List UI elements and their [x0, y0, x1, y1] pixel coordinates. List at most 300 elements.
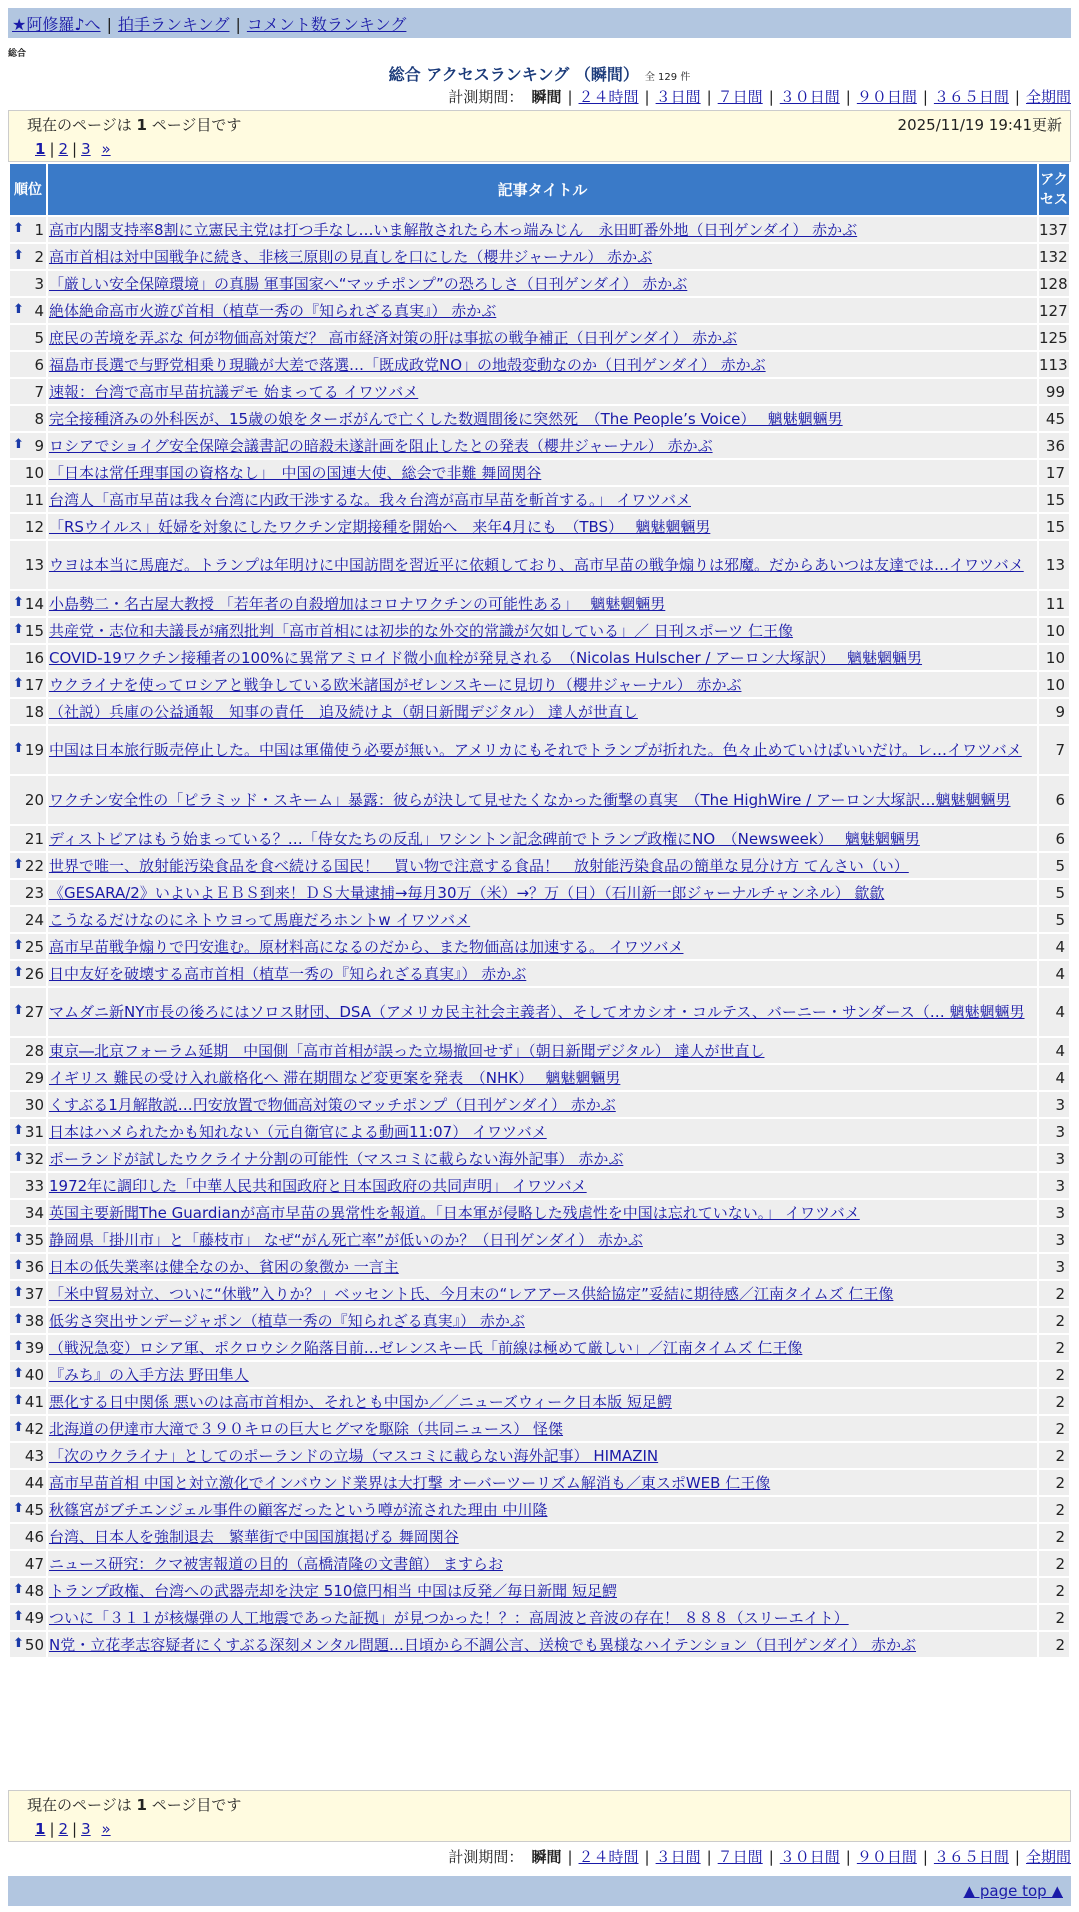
- table-row: [10, 1200, 1069, 1225]
- title-cell: [48, 352, 1037, 377]
- table-row: [10, 1254, 1069, 1279]
- rank-number: 5: [34, 328, 44, 347]
- rank-cell: [10, 1551, 46, 1576]
- rank-up-arrow-icon: ⬆: [13, 675, 24, 691]
- article-title-link[interactable]: N党・立花孝志容疑者にくすぶる深刻メンタル問題…日頃から不調公言、送検でも異様なハイテンション（日刊ゲンダイ） 赤かぶ: [49, 1635, 917, 1654]
- rank-up-arrow-icon: ⬆: [13, 1003, 24, 1018]
- rank-cell: [10, 1389, 46, 1414]
- access-count: 128: [1039, 271, 1069, 296]
- rank-number: 23: [24, 883, 44, 902]
- article-title-link[interactable]: ウヨは本当に馬鹿だ。トランプは年明けに中国訪問を習近平に依頼しており、高市早苗の戦争煽りは邪魔。だからあいつは友達では…イワツバメ: [49, 556, 1024, 574]
- article-title-link[interactable]: 小島勢二・名古屋大教授 「若年者の自殺増加はコロナワクチンの可能性ある」 魑魅魍魎男: [49, 594, 666, 613]
- rank-number: 40: [24, 1365, 44, 1384]
- page-info-top: [8, 110, 1071, 162]
- article-title-link[interactable]: 北海道の伊達市大滝で３９０キロの巨大ヒグマを駆除（共同ニュース） 怪傑: [49, 1419, 564, 1438]
- header-access: アクセス: [1039, 164, 1069, 215]
- access-count: 2: [1039, 1578, 1069, 1603]
- rank-up-arrow-icon: ⬆: [13, 594, 24, 610]
- access-count: 2: [1039, 1362, 1069, 1387]
- table-row: [10, 1497, 1069, 1522]
- rank-up-arrow-icon: ⬆: [13, 1392, 24, 1408]
- pager-page-link[interactable]: 3: [81, 1820, 91, 1838]
- table-row: [10, 1470, 1069, 1495]
- rank-number: 10: [24, 463, 44, 482]
- ranking-body: [10, 217, 1069, 1657]
- rank-cell: [10, 645, 46, 670]
- access-count: 6: [1039, 776, 1069, 824]
- table-row: [10, 244, 1069, 269]
- rank-cell: [10, 514, 46, 539]
- rank-cell: [10, 776, 46, 824]
- title-cell: [48, 726, 1037, 774]
- rank-number: 11: [24, 490, 44, 509]
- rank-cell: [10, 1227, 46, 1252]
- rank-cell: [10, 1254, 46, 1279]
- rank-number: 15: [24, 621, 44, 640]
- table-row: [10, 460, 1069, 485]
- rank-cell: [10, 699, 46, 724]
- rank-cell: [10, 961, 46, 986]
- title-cell: [48, 880, 1037, 905]
- access-count: 15: [1039, 487, 1069, 512]
- article-title-link[interactable]: ポーランドが試したウクライナ分割の可能性（マスコミに載らない海外記事） 赤かぶ: [49, 1149, 624, 1168]
- table-row: [10, 1092, 1069, 1117]
- rank-cell: [10, 1524, 46, 1549]
- article-title-link[interactable]: 台湾人「高市早苗は我々台湾に内政干渉するな。我々台湾が高市早苗を斬首する。」 イワツバメ: [49, 490, 691, 509]
- table-row: [10, 988, 1069, 1036]
- rank-up-arrow-icon: ⬆: [13, 1149, 24, 1165]
- article-title-link[interactable]: 日本はハメられたかも知れない（元自衛官による動画11:07） イワツバメ: [49, 1122, 547, 1141]
- rank-cell: [10, 379, 46, 404]
- access-count: 9: [1039, 699, 1069, 724]
- period-separator: |: [768, 1848, 774, 1866]
- period-label: 計測期間：: [448, 88, 524, 106]
- access-count: 113: [1039, 352, 1069, 377]
- rank-cell: [10, 1065, 46, 1090]
- article-title-link[interactable]: 日中友好を破壊する高市首相（植草一秀の『知られざる真実』） 赤かぶ: [49, 964, 527, 983]
- rank-cell: [10, 988, 46, 1036]
- title-cell: [48, 1119, 1037, 1144]
- period-link[interactable]: ３０日間: [779, 88, 840, 106]
- title-cell: [48, 1254, 1037, 1279]
- title-cell: [48, 325, 1037, 350]
- access-count: 5: [1039, 853, 1069, 878]
- rank-cell: [10, 1173, 46, 1198]
- rank-number: 26: [24, 964, 44, 983]
- access-count: 7: [1039, 726, 1069, 774]
- rank-cell: [10, 1470, 46, 1495]
- rank-cell: [10, 325, 46, 350]
- period-current: 瞬間: [531, 1848, 562, 1866]
- current-page-number: 1: [136, 116, 147, 134]
- rank-number: 34: [24, 1203, 44, 1222]
- access-count: 2: [1039, 1416, 1069, 1441]
- rank-up-arrow-icon: ⬆: [13, 436, 24, 452]
- title-cell: [48, 271, 1037, 296]
- rank-number: 46: [24, 1527, 44, 1546]
- title-cell: [48, 1173, 1037, 1198]
- rank-up-arrow-icon: ⬆: [13, 1581, 24, 1597]
- access-count: 2: [1039, 1524, 1069, 1549]
- rank-number: 4: [34, 301, 44, 320]
- title-cell: [48, 1389, 1037, 1414]
- table-row: [10, 1605, 1069, 1630]
- rank-cell: [10, 672, 46, 697]
- header-title: 記事タイトル: [48, 164, 1037, 215]
- article-title-link[interactable]: 『みち』の入手方法 野田隼人: [49, 1365, 249, 1384]
- table-row: [10, 1443, 1069, 1468]
- rank-number: 6: [34, 355, 44, 374]
- article-title-link[interactable]: くすぶる1月解散説…円安放置で物価高対策のマッチポンプ（日刊ゲンダイ） 赤かぶ: [49, 1095, 616, 1114]
- rank-cell: [10, 1416, 46, 1441]
- article-title-link[interactable]: 共産党・志位和夫議長が痛烈批判「高市首相には初歩的な外交的常識が欠如している」／ 日刊スポーツ 仁王像: [49, 621, 793, 640]
- title-cell: [48, 1524, 1037, 1549]
- pager-page-link[interactable]: 2: [58, 1820, 69, 1838]
- rank-cell: [10, 433, 46, 458]
- article-title-link[interactable]: 庶民の苦境を弄ぶな 何が物価高対策だ？ 高市経済対策の肝は事拡の戦争補正（日刊ゲンダイ） 赤かぶ: [49, 328, 738, 347]
- period-link[interactable]: 全期間: [1025, 88, 1071, 106]
- pager-next-link[interactable]: »: [101, 1820, 111, 1838]
- article-title-link[interactable]: 東京―北京フォーラム延期 中国側「高市首相が誤った立場撤回せず」（朝日新聞デジタル） 達人が世直し: [49, 1041, 765, 1060]
- rank-cell: [10, 1038, 46, 1063]
- current-page-prefix: 現在のページは: [27, 1796, 132, 1814]
- article-title-link[interactable]: 日本の低失業率は健全なのか、貧困の象徴か 一言主: [49, 1257, 399, 1276]
- rank-number: 21: [24, 829, 44, 848]
- period-link[interactable]: ７日間: [717, 88, 763, 106]
- access-count: 10: [1039, 618, 1069, 643]
- rank-number: 43: [24, 1446, 44, 1465]
- rank-number: 16: [24, 648, 44, 667]
- period-link[interactable]: ３６５日間: [933, 88, 1009, 106]
- title-cell: [48, 433, 1037, 458]
- access-count: 4: [1039, 1065, 1069, 1090]
- pager-next-link[interactable]: »: [101, 140, 111, 158]
- title-cell: [48, 460, 1037, 485]
- current-page-suffix: ページ目です: [151, 1796, 242, 1814]
- table-row: [10, 298, 1069, 323]
- article-title-link[interactable]: 悪化する日中関係 悪いのは高市首相か、それとも中国か／／ニューズウィーク日本版 短足鰐: [49, 1392, 672, 1411]
- rank-cell: [10, 591, 46, 616]
- title-cell: [48, 244, 1037, 269]
- access-count: 45: [1039, 406, 1069, 431]
- period-link[interactable]: 全期間: [1025, 1848, 1071, 1866]
- rank-number: 33: [24, 1176, 44, 1195]
- rank-number: 13: [24, 556, 44, 574]
- period-link[interactable]: ９０日間: [856, 1848, 917, 1866]
- rank-number: 37: [24, 1284, 44, 1303]
- article-title-link[interactable]: ロシアでショイグ安全保障会議書記の暗殺未遂計画を阻止したとの発表（櫻井ジャーナル） 赤かぶ: [49, 436, 713, 455]
- rank-number: 39: [24, 1338, 44, 1357]
- rank-number: 31: [24, 1122, 44, 1141]
- article-title-link[interactable]: ワクチン安全性の「ピラミッド・スキーム」暴露：彼らが決して見せたくなかった衝撃の真実 （The HighWire / アーロン大塚訳…魑魅魍魎男: [49, 791, 1011, 809]
- article-title-link[interactable]: こうなるだけなのにネトウヨって馬鹿だろホントw イワツバメ: [49, 910, 471, 929]
- current-page-suffix: ページ目です: [151, 116, 242, 134]
- table-header-row: [10, 164, 1069, 215]
- rank-number: 8: [34, 409, 44, 428]
- period-link[interactable]: ３日間: [655, 88, 701, 106]
- article-title-link[interactable]: COVID-19ワクチン接種者の100%に異常アミロイド微小血栓が発見される （Nicolas Hulscher / アーロン大塚訳） 魑魅魍魎男: [49, 648, 923, 667]
- title-cell: [48, 776, 1037, 824]
- table-row: [10, 1632, 1069, 1657]
- table-row: [10, 1524, 1069, 1549]
- rank-number: 29: [24, 1068, 44, 1087]
- title-cell: [48, 1092, 1037, 1117]
- nav-applause-ranking-link[interactable]: 拍手ランキング: [117, 15, 230, 34]
- table-row: [10, 726, 1069, 774]
- rank-number: 42: [24, 1419, 44, 1438]
- rank-cell: [10, 853, 46, 878]
- pager-page-link[interactable]: 3: [81, 140, 91, 158]
- nav-home-link[interactable]: ★阿修羅♪へ: [12, 15, 101, 34]
- page-title-block: [0, 62, 1079, 85]
- table-row: [10, 217, 1069, 242]
- rank-number: 12: [24, 517, 44, 536]
- ranking-table: [8, 162, 1071, 1659]
- rank-up-arrow-icon: ⬆: [13, 1122, 24, 1138]
- period-separator: |: [644, 88, 650, 106]
- rank-up-arrow-icon: ⬆: [13, 1284, 24, 1300]
- access-count: 3: [1039, 1092, 1069, 1117]
- pager-current-page[interactable]: 1: [35, 140, 46, 158]
- article-title-link[interactable]: 速報：台湾で高市早苗抗議デモ 始まってる イワツバメ: [49, 382, 419, 401]
- rank-cell: [10, 907, 46, 932]
- title-cell: [48, 826, 1037, 851]
- table-row: [10, 1362, 1069, 1387]
- article-title-link[interactable]: 中国は日本旅行販売停止した。中国は軍備使う必要が無い。アメリカにもそれでトランプが折れた。色々止めていけばいいだけ。レ…イワツバメ: [49, 741, 1022, 759]
- article-title-link[interactable]: 1972年に調印した「中華人民共和国政府と日本国政府の共同声明」 イワツバメ: [49, 1176, 587, 1195]
- title-cell: [48, 217, 1037, 242]
- period-selector-top: [448, 86, 1071, 107]
- article-title-link[interactable]: ディストピアはもう始まっている？…「侍女たちの反乱」ワシントン記念碑前でトランプ政権にNO （Newsweek） 魑魅魍魎男: [49, 829, 920, 848]
- rank-number: 7: [34, 382, 44, 401]
- table-row: [10, 907, 1069, 932]
- article-title-link[interactable]: ウクライナを使ってロシアと戦争している欧米諸国がゼレンスキーに見切り（櫻井ジャーナル） 赤かぶ: [49, 675, 742, 694]
- article-title-link[interactable]: 静岡県「掛川市」と「藤枝市」 なぜ“がん死亡率”が低いのか？（日刊ゲンダイ） 赤かぶ: [49, 1230, 643, 1249]
- article-title-link[interactable]: イギリス 難民の受け入れ厳格化へ 滞在期間など変更案を発表 （NHK） 魑魅魍魎男: [49, 1068, 621, 1087]
- article-title-link[interactable]: 世界で唯一、放射能汚染食品を食べ続ける国民！ 買い物で注意する食品！ 放射能汚染食品の簡単な見分け方 てんさい（い）: [49, 856, 909, 875]
- period-link[interactable]: ２４時間: [578, 88, 639, 106]
- pager-current-page[interactable]: 1: [35, 1820, 46, 1838]
- title-cell: [48, 1335, 1037, 1360]
- rank-cell: [10, 1335, 46, 1360]
- article-title-link[interactable]: 高市内閣支持率8割に立憲民主党は打つ手なし…いま解散されたら木っ端みじん 永田町番外地（日刊ゲンダイ） 赤かぶ: [49, 220, 858, 239]
- table-row: [10, 1173, 1069, 1198]
- article-title-link[interactable]: 絶体絶命高市火遊び首相（植草一秀の『知られざる真実』） 赤かぶ: [49, 301, 497, 320]
- rank-cell: [10, 1605, 46, 1630]
- access-count: 13: [1039, 541, 1069, 589]
- rank-cell: [10, 1578, 46, 1603]
- article-title-link[interactable]: 「RSウイルス」妊婦を対象にしたワクチン定期接種を開始へ 来年4月にも （TBS） 魑魅魍魎男: [49, 517, 711, 536]
- article-title-link[interactable]: マムダニ新NY市長の後ろにはソロス財団、DSA（アメリカ民主社会主義者）、そしてオカシオ・コルテス、バーニー・サンダース（… 魑魅魍魎男: [49, 1003, 1025, 1021]
- title-cell: [48, 1470, 1037, 1495]
- article-title-link[interactable]: 「米中貿易対立、ついに“休戦”入りか？」ベッセント氏、今月末の“レアアース供給協定”妥結に期待感／江南タイムズ 仁王像: [49, 1284, 894, 1303]
- article-title-link[interactable]: 高市早苗首相 中国と対立激化でインバウンド業界は大打撃 オーバーツーリズム解消も／東スポWEB 仁王像: [49, 1473, 771, 1492]
- rank-cell: [10, 487, 46, 512]
- rank-up-arrow-icon: ⬆: [13, 301, 24, 317]
- table-row: [10, 1389, 1069, 1414]
- rank-cell: [10, 1497, 46, 1522]
- period-separator: |: [845, 88, 851, 106]
- article-title-link[interactable]: 「厳しい安全保障環境」の真腸 軍事国家へ“マッチポンプ”の恐ろしさ（日刊ゲンダイ） 赤かぶ: [49, 274, 688, 293]
- rank-number: 48: [24, 1581, 44, 1600]
- period-separator: |: [1014, 1848, 1020, 1866]
- rank-cell: [10, 1119, 46, 1144]
- article-title-link[interactable]: （戦況急変）ロシア軍、ポクロウシク陥落目前…ゼレンスキー氏「前線は極めて厳しい」／江南タイムズ 仁王像: [49, 1338, 803, 1357]
- access-count: 2: [1039, 1551, 1069, 1576]
- rank-number: 14: [24, 594, 44, 613]
- table-row: [10, 1038, 1069, 1063]
- table-row: [10, 1551, 1069, 1576]
- rank-up-arrow-icon: ⬆: [13, 247, 24, 263]
- rank-number: 19: [24, 741, 44, 759]
- article-title-link[interactable]: トランプ政権、台湾への武器売却を決定 510億円相当 中国は反発／毎日新聞 短足鰐: [49, 1581, 617, 1600]
- rank-number: 36: [24, 1257, 44, 1276]
- rank-number: 25: [24, 937, 44, 956]
- page-info-bottom: [8, 1790, 1071, 1842]
- current-page-number: 1: [136, 1796, 147, 1814]
- rank-cell: [10, 217, 46, 242]
- rank-up-arrow-icon: ⬆: [13, 1257, 24, 1273]
- rank-up-arrow-icon: ⬆: [13, 220, 24, 236]
- title-cell: [48, 1227, 1037, 1252]
- pager-page-link[interactable]: 2: [58, 140, 69, 158]
- header-rank: 順位: [10, 164, 46, 215]
- article-title-link[interactable]: 「日本は常任理事国の資格なし」 中国の国連大使、総会で非難 舞岡関谷: [49, 463, 542, 482]
- table-row: [10, 1308, 1069, 1333]
- page-title: 総合 アクセスランキング （瞬間）: [388, 65, 639, 84]
- rank-up-arrow-icon: ⬆: [13, 1500, 24, 1516]
- title-cell: [48, 1200, 1037, 1225]
- access-count: 10: [1039, 645, 1069, 670]
- period-link[interactable]: ９０日間: [856, 88, 917, 106]
- rank-number: 35: [24, 1230, 44, 1249]
- title-cell: [48, 298, 1037, 323]
- table-row: [10, 379, 1069, 404]
- title-cell: [48, 487, 1037, 512]
- article-title-link[interactable]: 高市早苗戦争煽りで円安進む。原材料高になるのだから、また物価高は加速する。 イワツバメ: [49, 937, 684, 956]
- table-row: [10, 591, 1069, 616]
- rank-cell: [10, 1281, 46, 1306]
- access-count: 2: [1039, 1632, 1069, 1657]
- pager: [27, 137, 1062, 161]
- rank-number: 50: [24, 1635, 44, 1654]
- total-count: 全 129 件: [644, 72, 691, 83]
- rank-number: 44: [24, 1473, 44, 1492]
- table-row: [10, 487, 1069, 512]
- access-count: 11: [1039, 591, 1069, 616]
- title-cell: [48, 1497, 1037, 1522]
- period-link[interactable]: ２４時間: [578, 1848, 639, 1866]
- rank-number: 18: [24, 702, 44, 721]
- table-row: [10, 961, 1069, 986]
- title-cell: [48, 1281, 1037, 1306]
- rank-up-arrow-icon: ⬆: [13, 856, 24, 872]
- page-top-link[interactable]: ▲ page top ▲: [963, 1882, 1063, 1900]
- period-link[interactable]: ７日間: [717, 1848, 763, 1866]
- article-title-link[interactable]: 低劣さ突出サンデージャポン（植草一秀の『知られざる真実』） 赤かぶ: [49, 1311, 525, 1330]
- top-nav: [8, 8, 1071, 38]
- article-title-link[interactable]: 英国主要新聞The Guardianが高市早苗の異常性を報道。「日本軍が侵略した残虐性を中国は忘れていない。」 イワツバメ: [49, 1203, 860, 1222]
- article-title-link[interactable]: 台湾、日本人を強制退去 繁華街で中国国旗掲げる 舞岡関谷: [49, 1527, 459, 1546]
- table-row: [10, 880, 1069, 905]
- access-count: 6: [1039, 826, 1069, 851]
- access-count: 3: [1039, 1173, 1069, 1198]
- access-count: 3: [1039, 1200, 1069, 1225]
- title-cell: [48, 1605, 1037, 1630]
- rank-cell: [10, 244, 46, 269]
- title-cell: [48, 1551, 1037, 1576]
- period-selector-bottom: [448, 1846, 1071, 1867]
- access-count: 5: [1039, 907, 1069, 932]
- access-count: 2: [1039, 1605, 1069, 1630]
- access-count: 4: [1039, 988, 1069, 1036]
- rank-number: 47: [24, 1554, 44, 1573]
- access-count: 132: [1039, 244, 1069, 269]
- table-row: [10, 433, 1069, 458]
- period-separator: |: [845, 1848, 851, 1866]
- period-link[interactable]: ３日間: [655, 1848, 701, 1866]
- period-label: 計測期間：: [448, 1848, 524, 1866]
- title-cell: [48, 1146, 1037, 1171]
- period-link[interactable]: ３６５日間: [933, 1848, 1009, 1866]
- rank-up-arrow-icon: ⬆: [13, 964, 24, 980]
- article-title-link[interactable]: 「次のウクライナ」としてのポーランドの立場（マスコミに載らない海外記事） HIMAZIN: [49, 1446, 659, 1465]
- table-row: [10, 1065, 1069, 1090]
- table-row: [10, 699, 1069, 724]
- table-row: [10, 541, 1069, 589]
- article-title-link[interactable]: ニュース研究：クマ被害報道の目的（高橋清隆の文書館） ますらお: [49, 1554, 504, 1573]
- title-cell: [48, 1038, 1037, 1063]
- article-title-link[interactable]: （社説）兵庫の公益通報 知事の責任 追及続けよ（朝日新聞デジタル） 達人が世直し: [49, 702, 638, 721]
- rank-cell: [10, 460, 46, 485]
- title-cell: [48, 672, 1037, 697]
- title-cell: [48, 379, 1037, 404]
- period-separator: |: [768, 88, 774, 106]
- title-cell: [48, 1443, 1037, 1468]
- article-title-link[interactable]: 福島市長選で与野党相乗り現職が大差で落選…「既成政党NO」の地殻変動なのか（日刊ゲンダイ） 赤かぶ: [49, 355, 766, 374]
- rank-number: 22: [24, 856, 44, 875]
- period-link[interactable]: ３０日間: [779, 1848, 840, 1866]
- table-row: [10, 325, 1069, 350]
- rank-up-arrow-icon: ⬆: [13, 741, 24, 756]
- article-title-link[interactable]: ついに「３１１が核爆弾の人工地震であった証拠」が見つかった！？：高周波と音波の存在！ ８８８（スリーエイト）: [49, 1608, 849, 1627]
- title-cell: [48, 1578, 1037, 1603]
- article-title-link[interactable]: 完全接種済みの外科医が、15歳の娘をターボがんで亡くした数週間後に突然死 （The People’s Voice） 魑魅魍魎男: [49, 409, 843, 428]
- table-row: [10, 672, 1069, 697]
- rank-up-arrow-icon: ⬆: [13, 1311, 24, 1327]
- access-count: 99: [1039, 379, 1069, 404]
- rank-number: 41: [24, 1392, 44, 1411]
- rank-cell: [10, 541, 46, 589]
- title-cell: [48, 1632, 1037, 1657]
- article-title-link[interactable]: 秋篠宮がブチエンジェル事件の顧客だったという噂が流された理由 中川隆: [49, 1500, 548, 1519]
- table-row: [10, 271, 1069, 296]
- rank-cell: [10, 1443, 46, 1468]
- access-count: 3: [1039, 1119, 1069, 1144]
- page-status-row: [27, 113, 1062, 137]
- rank-up-arrow-icon: ⬆: [13, 937, 24, 953]
- rank-up-arrow-icon: ⬆: [13, 1338, 24, 1354]
- article-title-link[interactable]: 《GESARA/2》いよいよＥＢＳ到来！ＤＳ大量逮捕→毎月30万（米）→？万（日）（石川新一郎ジャーナルチャンネル） 歙歙: [49, 883, 885, 902]
- rank-number: 30: [24, 1095, 44, 1114]
- rank-up-arrow-icon: ⬆: [13, 621, 24, 637]
- access-count: 2: [1039, 1281, 1069, 1306]
- article-title-link[interactable]: 高市首相は対中国戦争に続き、非核三原則の見直しを口にした（櫻井ジャーナル） 赤かぶ: [49, 247, 653, 266]
- nav-comment-ranking-link[interactable]: コメント数ランキング: [246, 15, 407, 34]
- rank-up-arrow-icon: ⬆: [13, 1635, 24, 1651]
- title-cell: [48, 853, 1037, 878]
- rank-number: 9: [34, 436, 44, 455]
